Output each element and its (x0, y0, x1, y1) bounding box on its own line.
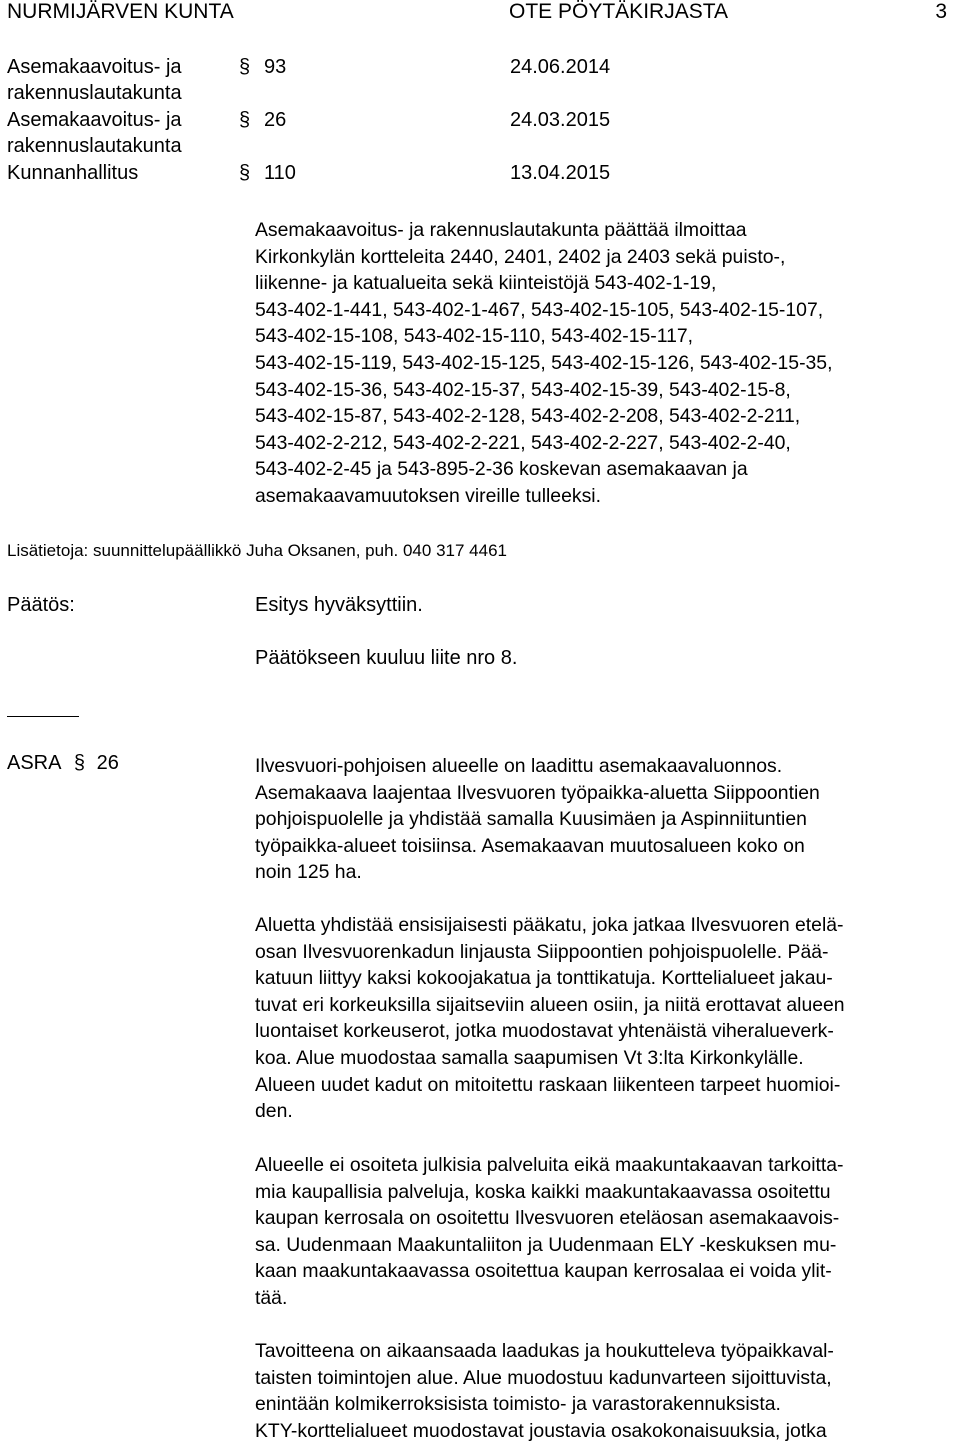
meeting-body-line: Asemakaavoitus- ja (7, 109, 182, 131)
notice-line: liikenne- ja katualueita sekä kiinteistöjä 543-402-1-19, (255, 272, 717, 295)
notice-line: 543-402-2-45 ja 543-895-2-36 koskevan asemakaavan ja (255, 458, 748, 481)
section-paragraph (255, 912, 945, 1125)
body-line: enintään kolmikerroksisista toimisto- ja varastorakennuksista. (255, 1393, 781, 1416)
section-paragraph (255, 753, 945, 886)
body-line: mia kaupallisia palveluja, koska kaikki maakuntakaavassa osoitettu (255, 1180, 831, 1203)
body-line: Alueen uudet kadut on mitoitettu raskaan liikenteen tarpeet huomioi- (255, 1073, 841, 1096)
paragraph-sign: § (239, 56, 251, 78)
notice-line: Asemakaavoitus- ja rakennuslautakunta päättää ilmoittaa (255, 219, 747, 241)
paragraph-sign: § (73, 752, 86, 774)
notice-line: 543-402-2-212, 543-402-2-221, 543-402-2-227, 543-402-2-40, (255, 431, 791, 454)
body-line: tuvat eri korkeuksilla sijaitseviin alueen osiin, ja niitä erottavat alueen (255, 993, 845, 1016)
notice-line: 543-402-1-441, 543-402-1-467, 543-402-15-105, 543-402-15-107, (255, 298, 824, 321)
decision-text: Esitys hyväksyttiin. (255, 594, 423, 616)
meeting-date: 24.03.2015 (510, 109, 611, 131)
meeting-body-line: rakennuslautakunta (7, 135, 182, 157)
paragraph-number: 110 (264, 162, 296, 184)
page-number: 3 (935, 0, 947, 23)
meeting-body-line: Asemakaavoitus- ja (7, 56, 182, 78)
body-line: Tavoitteena on aikaansaada laadukas ja houkutteleva työpaikkaval- (255, 1340, 834, 1362)
appendix-note: Päätökseen kuuluu liite nro 8. (255, 647, 518, 669)
paragraph-number: 93 (264, 56, 287, 78)
body-line: noin 125 ha. (255, 861, 362, 884)
body-line: Alueelle ei osoiteta julkisia palveluita eikä maakuntakaavan tarkoitta- (255, 1154, 844, 1176)
body-line: taisten toimintojen alue. Alue muodostuu kadunvarteen sijoittuvista, (255, 1366, 832, 1389)
body-line: den. (255, 1100, 293, 1123)
paragraph-sign: § (239, 109, 251, 131)
document-header (7, 0, 947, 28)
paragraph-sign: § (239, 162, 251, 184)
body-line: sa. Uudenmaan Maakuntaliiton ja Uudenmaan ELY -keskuksen mu- (255, 1233, 837, 1256)
decision-label: Päätös: (7, 594, 75, 616)
section-identifier (7, 752, 119, 775)
paragraph-number: 26 (96, 752, 119, 774)
contact-info: Lisätietoja: suunnittelupäällikkö Juha Oksanen, puh. 040 317 4461 (7, 541, 507, 560)
notice-line: asemakaavamuutoksen vireille tulleeksi. (255, 484, 601, 507)
notice-line: 543-402-15-108, 543-402-15-110, 543-402-15-117, (255, 325, 694, 348)
body-line: Asemakaava laajentaa Ilvesvuoren työpaikka-aluetta Siippoontien (255, 781, 820, 804)
meeting-date: 24.06.2014 (510, 56, 611, 78)
meeting-body-line: Kunnanhallitus (7, 162, 139, 184)
body-line: luontaiset korkeuserot, jotka muodostavat yhtenäistä viheralueverk- (255, 1020, 834, 1043)
notice-line: 543-402-15-119, 543-402-15-125, 543-402-15-126, 543-402-15-35, (255, 351, 833, 374)
notice-line: 543-402-15-36, 543-402-15-37, 543-402-15-39, 543-402-15-8, (255, 378, 791, 401)
meeting-body (7, 107, 237, 159)
body-line: KTY-korttelialueet muodostavat joustavia osakokonaisuuksia, jotka (255, 1419, 827, 1442)
paragraph-number: 26 (264, 109, 287, 131)
body-line: tää. (255, 1286, 288, 1309)
body-line: kaupan kerrosala on osoitettu Ilvesvuoren eteläosan asemakaavois- (255, 1207, 840, 1230)
meeting-body (7, 54, 237, 106)
notice-paragraph (255, 217, 945, 510)
meeting-body-line: rakennuslautakunta (7, 82, 182, 104)
committee-abbreviation: ASRA (7, 752, 61, 774)
body-line: koa. Alue muodostaa samalla saapumisen Vt 3:lta Kirkonkylälle. (255, 1046, 804, 1069)
notice-line: Kirkonkylän kortteleita 2440, 2401, 2402 ja 2403 sekä puisto-, (255, 245, 786, 268)
body-line: Ilvesvuori-pohjoisen alueelle on laadittu asemakaavaluonnos. (255, 755, 783, 777)
section-paragraph (255, 1338, 945, 1444)
organization-name: NURMIJÄRVEN KUNTA (7, 0, 234, 23)
body-line: kaan maakuntakaavassa osoitettua kaupan kerrosalaa ei voida ylit- (255, 1260, 832, 1283)
body-line: työpaikka-alueet toisiinsa. Asemakaavan muutosalueen koko on (255, 834, 805, 857)
notice-line: 543-402-15-87, 543-402-2-128, 543-402-2-208, 543-402-2-211, (255, 405, 801, 428)
section-paragraph (255, 1152, 945, 1312)
section-divider (7, 716, 79, 717)
body-line: pohjoispuolelle ja yhdistää samalla Kuusimäen ja Aspinniituntien (255, 808, 807, 831)
body-line: katuun liittyy kaksi kokoojakatua ja tonttikatuja. Korttelialueet jakau- (255, 967, 833, 990)
document-type: OTE PÖYTÄKIRJASTA (509, 0, 728, 23)
body-line: Aluetta yhdistää ensisijaisesti pääkatu, joka jatkaa Ilvesvuoren etelä- (255, 914, 844, 936)
meeting-date: 13.04.2015 (510, 162, 611, 184)
meeting-body (7, 160, 237, 186)
body-line: osan Ilvesvuorenkadun linjausta Siippoontien pohjoispuolelle. Pää- (255, 940, 829, 963)
